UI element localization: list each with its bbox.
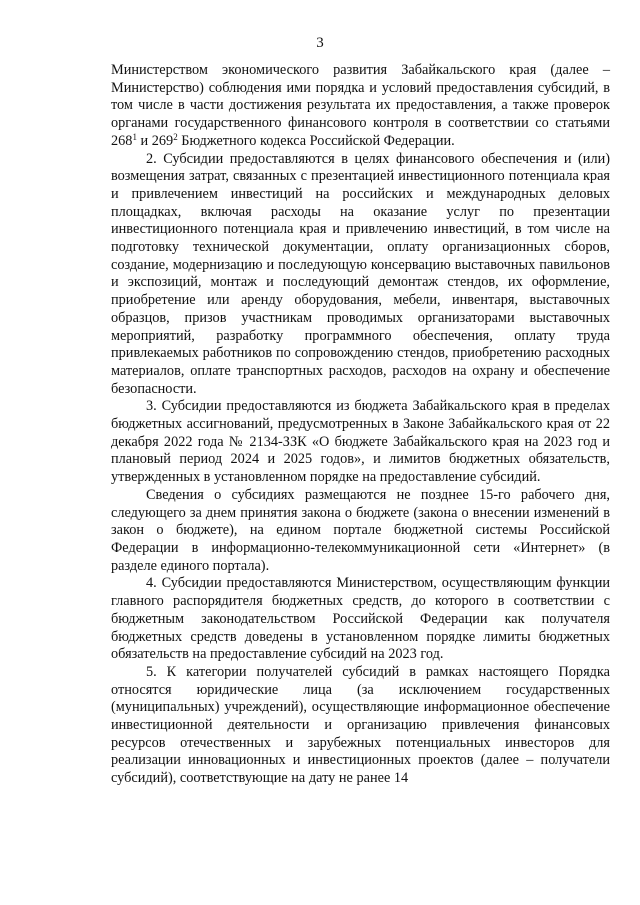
paragraph-text: Бюджетного кодекса Российской Федерации. <box>177 132 455 149</box>
paragraph-2: 2. Субсидии предоставляются в целях финансового обеспечения и (или) возмещения затрат, связанных с презентацией инвестиционного потенциала края и привлечением инвестиций на российских и международных деловых площадках, включая расходы на оказание услуг по презентации инвестиционного потенциала края и привлечению инвестиций, в том числе на подготовку технической документации, оплату организационных сборов, создание, модернизацию и последующую консервацию выставочных павильонов и экспозиций, монтаж и последующий демонтаж стендов, их оформление, приобретение или аренду оборудования, мебели, инвентаря, выставочных образцов, призов участникам проводимых организаторами выставочных мероприятий, разработку программного обеспечения, оплату труда привлекаемых работников по сопровождению стендов, приобретению расходных материалов, оплате транспортных расходов, расходов на охрану и обеспечение безопасности. <box>111 150 610 397</box>
paragraph-3: 3. Субсидии предоставляются из бюджета Забайкальского края в пределах бюджетных ассигнований, предусмотренных в Законе Забайкальского края от 22 декабря 2022 года № 2134-ЗЗК «О бюджете Забайкальского края на 2023 год и плановый период 2024 и 2025 годов», и лимитов бюджетных обязательств, утвержденных в установленном порядке на предоставление субсидий. <box>111 398 610 486</box>
paragraph-subsidy-info: Сведения о субсидиях размещаются не позднее 15-го рабочего дня, следующего за днем принятия закона о бюджете (закона о внесении изменений в закон о бюджете), на едином портале бюджетной системы Российской Федерации в информационно-телекоммуникационной сети «Интернет» (в разделе единого портала). <box>111 486 610 574</box>
page-number: 3 <box>316 35 324 51</box>
footnote-ref-2: 2 <box>173 131 178 142</box>
paragraph-5: 5. К категории получателей субсидий в рамках настоящего Порядка относятся юридические лица (за исключением государственных (муниципальных) учреждений), осуществляющие информационное обеспечение инвестиционной деятельности и организацию привлечения финансовых ресурсов отечественных и зарубежных потенциальных инвесторов для реализации инновационных и инвестиционных проектов (далее – получатели субсидий), соответствующие на дату не ранее 14 <box>111 663 610 787</box>
paragraph-continuation <box>111 62 610 151</box>
paragraph-4: 4. Субсидии предоставляются Министерством, осуществляющим функции главного распорядителя бюджетных средств, до которого в соответствии с бюджетным законодательством Российской Федерации как получателя бюджетных средств доведены в установленном порядке лимиты бюджетных обязательств на предоставление субсидий на 2023 год. <box>111 575 610 663</box>
footnote-ref-1: 1 <box>132 131 137 142</box>
paragraph-text: Министерством экономического развития Забайкальского края (далее – Министерство) соблюдения ими порядка и условий предоставления субсидий, в том числе в части достижения результата их предоставления, а также проверок органами государственного финансового контроля в соответствии со статьями 268 <box>111 62 610 149</box>
document-body <box>111 62 610 788</box>
paragraph-text: и 269 <box>136 132 174 149</box>
